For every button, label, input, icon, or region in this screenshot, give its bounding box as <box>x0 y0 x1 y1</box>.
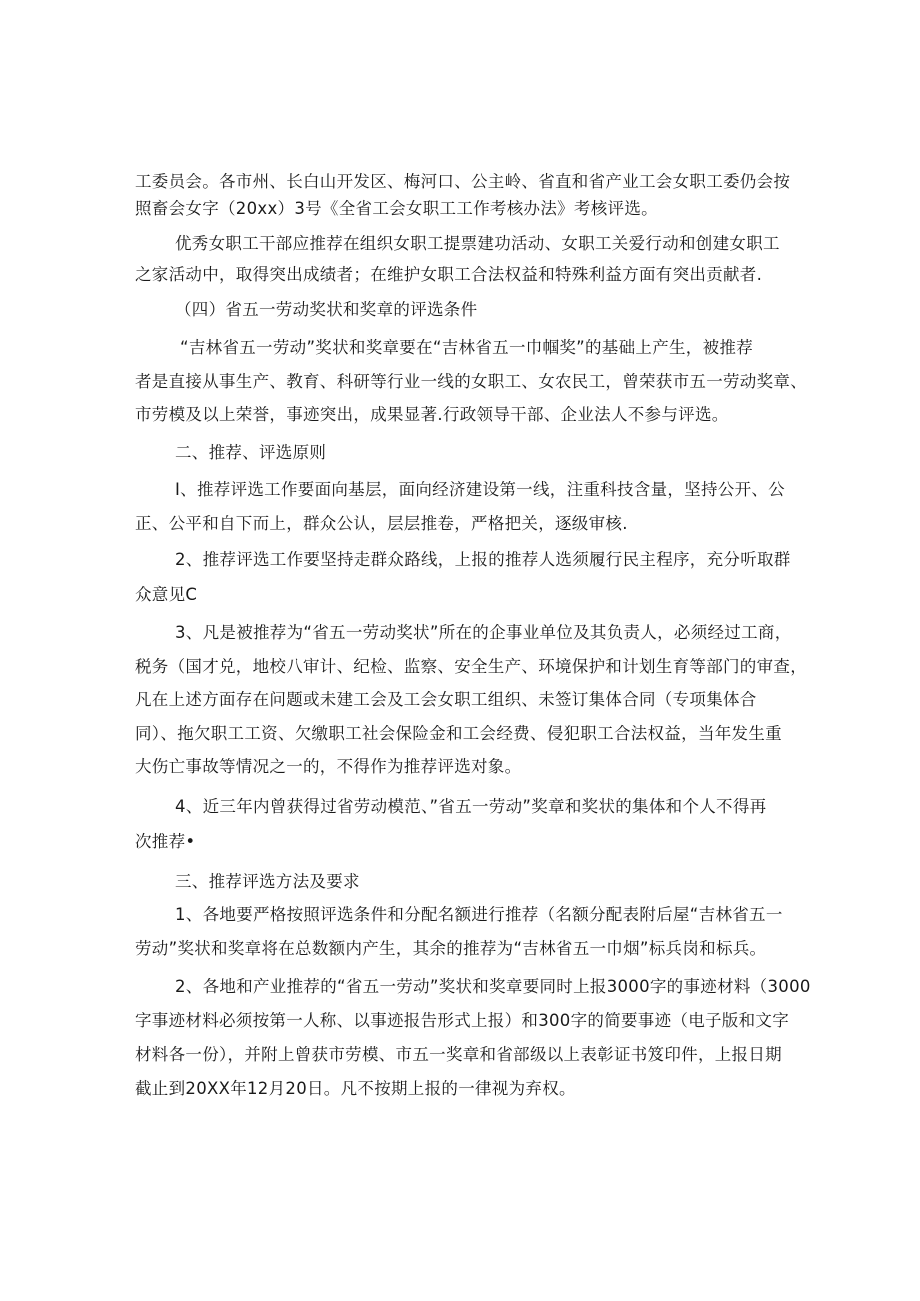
text-line: I、推荐评选工作要面向基层，面向经济建设第一线，注重科技含量，坚持公开、公 <box>175 480 785 499</box>
text-line: 二、推荐、评选原则 <box>175 443 327 462</box>
text-line: 照畜会女字（20xx）3号《全省工会女职工工作考核办法》考核评选。 <box>135 199 658 218</box>
text-line: 3、凡是被推荐为“省五一劳动奖状”所在的企事业单位及其负责人，必须经过工商， <box>175 623 792 642</box>
text-line: 三、推荐评选方法及要求 <box>175 872 360 891</box>
text-line: 2、推荐评选工作要坚持走群众路线，上报的推荐人选须履行民主程序，充分听取群 <box>175 550 791 569</box>
text-line: 大伤亡事故等情况之一的，不得作为推荐评选对象。 <box>135 757 522 776</box>
text-line: 字事迹材料必须按第一人称、以事迹报告形式上报）和300字的简要事迹（电子版和文字 <box>135 1011 789 1030</box>
text-line: 市劳模及以上荣誉，事迹突出，成果显著.行政领导干部、企业法人不参与评选。 <box>135 405 729 424</box>
text-line: “吉林省五一劳动”奖状和奖章要在“吉林省五一巾帼奖”的基础上产生，被推荐 <box>180 338 753 357</box>
text-line: 正、公平和自下而上，群众公认，层层推卷，严格把关，逐级审核. <box>135 514 628 533</box>
text-line: 凡在上述方面存在问题或未建工会及工会女职工组织、未签订集体合同（专项集体合 <box>135 690 757 709</box>
text-line: 2、各地和产业推荐的“省五一劳动”奖状和奖章要同时上报3000字的事迹材料（3000 <box>175 977 811 996</box>
text-line: 材料各一份），并附上曾获市劳模、市五一奖章和省部级以上表彰证书笈印件，上报日期 <box>135 1045 782 1064</box>
text-line: 截止到20XX年12月20日。凡不按期上报的一律视为弃权。 <box>135 1079 576 1098</box>
text-line: 工委员会。各市州、长白山开发区、梅河口、公主岭、省直和省产业工会女职工委仍会按 <box>135 172 791 191</box>
text-line: 税务（国才兑，地校八审计、纪检、监察、安全生产、环境保护和计划生育等部门的审查， <box>135 657 807 676</box>
text-line: 者是直接从事生产、教育、科研等行业一线的女职工、女农民工，曾荣获市五一劳动奖章、 <box>135 372 807 391</box>
text-line: 1、各地要严格按照评选条件和分配名额进行推荐（名额分配表附后屋“吉林省五一 <box>175 905 783 924</box>
text-line: 众意见C <box>135 585 198 604</box>
text-line: 4、近三年内曾获得过省劳动模范、”省五一劳动”奖章和奖状的集体和个人不得再 <box>175 797 767 816</box>
text-line: 优秀女职工干部应推荐在组织女职工提票建功活动、女职工关爱行动和创建女职工 <box>175 234 780 253</box>
text-line: 劳动”奖状和奖章将在总数额内产生，其余的推荐为“吉林省五一巾烟”标兵岗和标兵。 <box>135 939 767 958</box>
text-line: 之家活动中，取得突出成绩者；在维护女职工合法权益和特殊利益方面有突出贡献者. <box>135 265 763 284</box>
text-line: 同）、拖欠职工工资、欠缴职工社会保险金和工会经费、侵犯职工合法权益，当年发生重 <box>135 724 782 743</box>
text-line: 次推荐• <box>135 832 196 851</box>
text-line: （四）省五一劳动奖状和奖章的评选条件 <box>175 300 478 319</box>
